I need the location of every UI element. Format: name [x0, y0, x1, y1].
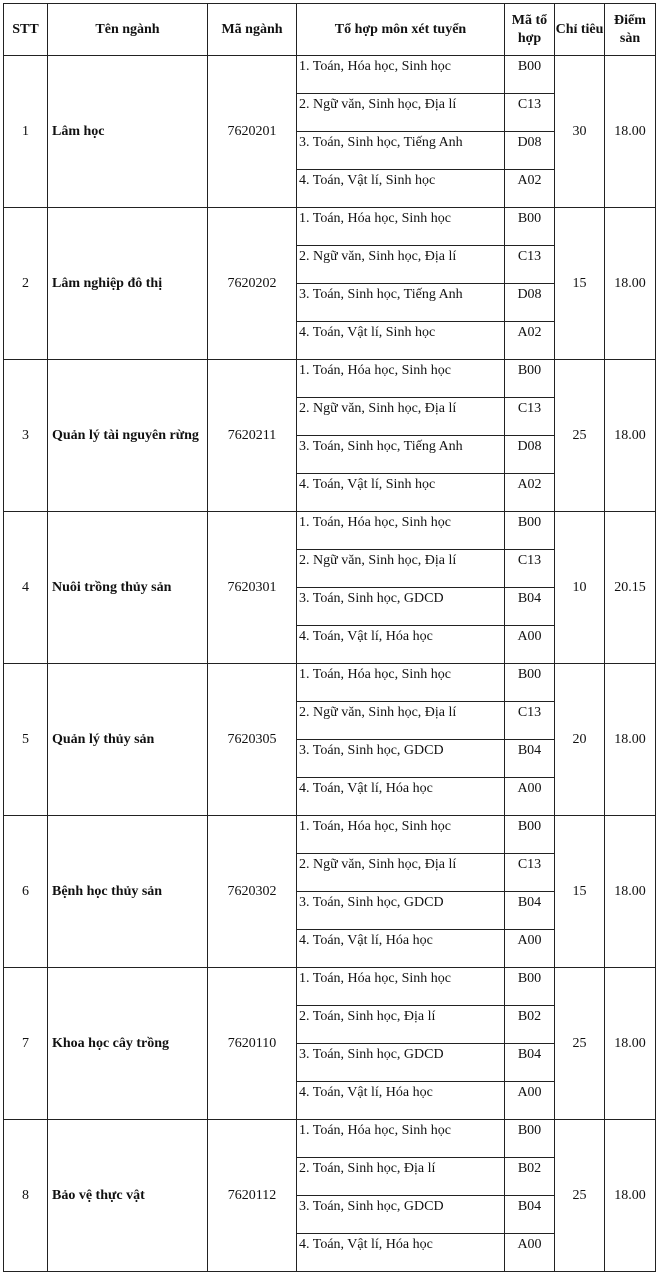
table-row [4, 360, 656, 398]
header-quota: Chỉ tiêu [555, 4, 605, 56]
combination-code: A02 [505, 322, 555, 360]
floor-score-value: 18.00 [605, 56, 656, 208]
subject-combination: 4. Toán, Vật lí, Hóa học [297, 1234, 505, 1272]
major-code: 7620305 [208, 664, 297, 816]
major-name: Lâm nghiệp đô thị [48, 208, 208, 360]
subject-combination: 4. Toán, Vật lí, Hóa học [297, 626, 505, 664]
table-header [4, 4, 656, 56]
table-row [4, 512, 656, 550]
combination-code: B00 [505, 208, 555, 246]
subject-combination: 3. Toán, Sinh học, GDCD [297, 588, 505, 626]
combination-code: B00 [505, 816, 555, 854]
table-body [4, 56, 656, 1272]
combination-code: C13 [505, 550, 555, 588]
subject-combination: 2. Ngữ văn, Sinh học, Địa lí [297, 94, 505, 132]
combination-code: B00 [505, 1120, 555, 1158]
floor-score-value: 18.00 [605, 208, 656, 360]
subject-combination: 1. Toán, Hóa học, Sinh học [297, 360, 505, 398]
row-stt: 5 [4, 664, 48, 816]
quota-value: 15 [555, 816, 605, 968]
subject-combination: 2. Ngữ văn, Sinh học, Địa lí [297, 246, 505, 284]
combination-code: B04 [505, 1196, 555, 1234]
combination-code: A00 [505, 930, 555, 968]
major-code: 7620201 [208, 56, 297, 208]
header-major-name: Tên ngành [48, 4, 208, 56]
combination-code: D08 [505, 132, 555, 170]
floor-score-value: 18.00 [605, 816, 656, 968]
combination-code: A00 [505, 626, 555, 664]
row-stt: 1 [4, 56, 48, 208]
header-floor-score: Điểm sàn [605, 4, 656, 56]
combination-code: C13 [505, 94, 555, 132]
combination-code: C13 [505, 854, 555, 892]
major-name: Bảo vệ thực vật [48, 1120, 208, 1272]
combination-code: A02 [505, 170, 555, 208]
floor-score-value: 18.00 [605, 1120, 656, 1272]
row-stt: 2 [4, 208, 48, 360]
quota-value: 15 [555, 208, 605, 360]
table-row [4, 56, 656, 94]
row-stt: 4 [4, 512, 48, 664]
header-row [4, 4, 656, 56]
combination-code: A00 [505, 778, 555, 816]
major-code: 7620110 [208, 968, 297, 1120]
major-name: Bệnh học thủy sản [48, 816, 208, 968]
combination-code: B00 [505, 56, 555, 94]
admission-table-container [3, 3, 656, 1272]
header-subject-combination: Tổ hợp môn xét tuyển [297, 4, 505, 56]
subject-combination: 3. Toán, Sinh học, GDCD [297, 892, 505, 930]
combination-code: B00 [505, 664, 555, 702]
subject-combination: 1. Toán, Hóa học, Sinh học [297, 816, 505, 854]
subject-combination: 1. Toán, Hóa học, Sinh học [297, 56, 505, 94]
row-stt: 8 [4, 1120, 48, 1272]
floor-score-value: 20.15 [605, 512, 656, 664]
header-combination-code: Mã tổ hợp [505, 4, 555, 56]
table-row [4, 1120, 656, 1158]
quota-value: 25 [555, 360, 605, 512]
subject-combination: 1. Toán, Hóa học, Sinh học [297, 664, 505, 702]
subject-combination: 2. Ngữ văn, Sinh học, Địa lí [297, 702, 505, 740]
table-row [4, 208, 656, 246]
combination-code: A02 [505, 474, 555, 512]
major-name: Khoa học cây trồng [48, 968, 208, 1120]
subject-combination: 1. Toán, Hóa học, Sinh học [297, 208, 505, 246]
major-code: 7620112 [208, 1120, 297, 1272]
combination-code: B00 [505, 360, 555, 398]
floor-score-value: 18.00 [605, 360, 656, 512]
subject-combination: 4. Toán, Vật lí, Hóa học [297, 778, 505, 816]
subject-combination: 2. Ngữ văn, Sinh học, Địa lí [297, 550, 505, 588]
quota-value: 25 [555, 968, 605, 1120]
combination-code: D08 [505, 436, 555, 474]
subject-combination: 4. Toán, Vật lí, Hóa học [297, 1082, 505, 1120]
subject-combination: 1. Toán, Hóa học, Sinh học [297, 512, 505, 550]
subject-combination: 2. Toán, Sinh học, Địa lí [297, 1006, 505, 1044]
admission-table [3, 3, 656, 1272]
header-stt: STT [4, 4, 48, 56]
combination-code: B04 [505, 1044, 555, 1082]
floor-score-value: 18.00 [605, 664, 656, 816]
subject-combination: 3. Toán, Sinh học, Tiếng Anh [297, 284, 505, 322]
row-stt: 6 [4, 816, 48, 968]
quota-value: 25 [555, 1120, 605, 1272]
major-name: Quản lý thủy sản [48, 664, 208, 816]
subject-combination: 4. Toán, Vật lí, Sinh học [297, 322, 505, 360]
floor-score-value: 18.00 [605, 968, 656, 1120]
major-name: Nuôi trồng thủy sản [48, 512, 208, 664]
table-row [4, 664, 656, 702]
row-stt: 3 [4, 360, 48, 512]
major-code: 7620202 [208, 208, 297, 360]
major-code: 7620301 [208, 512, 297, 664]
combination-code: C13 [505, 702, 555, 740]
quota-value: 30 [555, 56, 605, 208]
subject-combination: 3. Toán, Sinh học, Tiếng Anh [297, 132, 505, 170]
combination-code: B04 [505, 588, 555, 626]
subject-combination: 2. Toán, Sinh học, Địa lí [297, 1158, 505, 1196]
row-stt: 7 [4, 968, 48, 1120]
major-name: Lâm học [48, 56, 208, 208]
combination-code: B00 [505, 968, 555, 1006]
quota-value: 10 [555, 512, 605, 664]
subject-combination: 4. Toán, Vật lí, Sinh học [297, 170, 505, 208]
subject-combination: 3. Toán, Sinh học, GDCD [297, 740, 505, 778]
combination-code: D08 [505, 284, 555, 322]
major-name: Quản lý tài nguyên rừng [48, 360, 208, 512]
major-code: 7620302 [208, 816, 297, 968]
subject-combination: 3. Toán, Sinh học, Tiếng Anh [297, 436, 505, 474]
combination-code: C13 [505, 398, 555, 436]
table-row [4, 968, 656, 1006]
combination-code: C13 [505, 246, 555, 284]
subject-combination: 2. Ngữ văn, Sinh học, Địa lí [297, 398, 505, 436]
subject-combination: 2. Ngữ văn, Sinh học, Địa lí [297, 854, 505, 892]
subject-combination: 1. Toán, Hóa học, Sinh học [297, 1120, 505, 1158]
combination-code: B02 [505, 1006, 555, 1044]
header-major-code: Mã ngành [208, 4, 297, 56]
table-row [4, 816, 656, 854]
combination-code: B04 [505, 892, 555, 930]
combination-code: B02 [505, 1158, 555, 1196]
combination-code: B00 [505, 512, 555, 550]
quota-value: 20 [555, 664, 605, 816]
subject-combination: 4. Toán, Vật lí, Sinh học [297, 474, 505, 512]
major-code: 7620211 [208, 360, 297, 512]
subject-combination: 4. Toán, Vật lí, Hóa học [297, 930, 505, 968]
subject-combination: 3. Toán, Sinh học, GDCD [297, 1196, 505, 1234]
subject-combination: 1. Toán, Hóa học, Sinh học [297, 968, 505, 1006]
combination-code: A00 [505, 1082, 555, 1120]
subject-combination: 3. Toán, Sinh học, GDCD [297, 1044, 505, 1082]
combination-code: B04 [505, 740, 555, 778]
combination-code: A00 [505, 1234, 555, 1272]
